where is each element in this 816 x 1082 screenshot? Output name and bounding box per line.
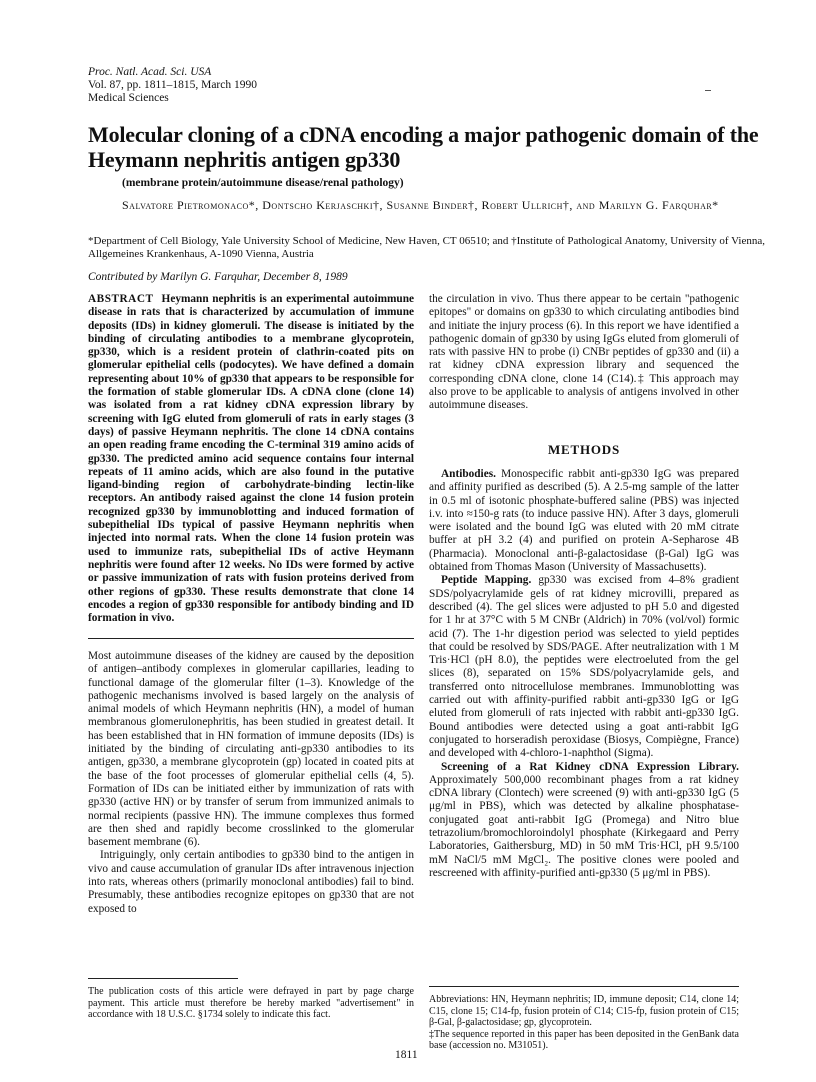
abstract-divider <box>88 638 414 639</box>
methods-screening <box>429 761 739 881</box>
antibodies-label: Antibodies. <box>441 467 496 480</box>
methods-peptide-mapping <box>429 574 739 760</box>
journal-header <box>88 66 257 105</box>
right-column <box>429 293 739 880</box>
sequence-footnote: ‡The sequence reported in this paper has been deposited in the GenBank data base (accession no. M31051). <box>429 1028 739 1051</box>
affiliations: *Department of Cell Biology, Yale University School of Medicine, New Haven, CT 06510; and †Institute of Pathological Anatomy, University of Vienna, Allgemeines Krankenhaus, A-1090 Vienna, Austria <box>88 235 765 260</box>
peptide-text: gp330 was excised from 4–8% gradient SDS/polyacrylamide gels of rat kidney microvilli, prepared as described (4). The gel slices were adjusted to pH 5.0 and digested for 1 hr at 37°C with 5 M CNBr (Aldrich) in 70% (vol/vol) formic acid (7). The 1-hr digestion period was selected to yield peptides that could be resolved by SDS/PAGE. After neutralization with 1 M Tris·HCl (pH 8.0), the peptides were electroeluted from the gel slices (8), separated on 15% SDS/polyacrylamide gels, and transferred onto nitrocellulose membranes. Immunoblotting was carried out with affinity-purified rabbit anti-gp330 IgG or IgG eluted from glomeruli of rats injected with rabbit anti-gp330 IgG. Bound antibodies were detected using a goat anti-rabbit IgG conjugated to horseradish peroxidase (Biosys, Compiègne, France) and developed with 4-chloro-1-naphthol (Sigma). <box>429 574 739 760</box>
antibodies-text: Monospecific rabbit anti-gp330 IgG was prepared and affinity purified as described (5). A 2.5-mg sample of the latter in 0.5 ml of isotonic phosphate-buffered saline (PBS) was injected i.v. into ≈150-g rats (to induce passive HN). After 3 days, glomeruli were isolated and the bound IgG was eluted with 20 mM citrate buffer at pH 3.2 (4) and purified on protein A-Sepharose 4B (Pharmacia). Monoclonal anti-β-galactosidase (β-Gal) IgG was obtained from Thomas Mason (University of Massachusetts). <box>429 467 739 574</box>
intro-paragraph-2: Intriguingly, only certain antibodies to gp330 bind to the antigen in vivo and cause accumulation of granular IDs after intravenous injection into rats, whereas others (primarily monoclonal antibodies) fail to bind. Presumably, these antibodies recognize epitopes on gp330 that are not exposed to <box>88 849 414 915</box>
keywords: (membrane protein/autoimmune disease/renal pathology) <box>122 177 404 189</box>
journal-volume: Vol. 87, pp. 1811–1815, March 1990 <box>88 79 257 91</box>
peptide-label: Peptide Mapping. <box>441 574 532 587</box>
abbrev-divider <box>429 986 739 987</box>
intro-paragraph-1: Most autoimmune diseases of the kidney are caused by the deposition of antigen–antibody complexes in glomerular capillaries, leading to functional damage of the glomerular filter (1–3). Knowledge of the pathogenic mechanisms involved is based largely on the analysis of animal models of which Heymann nephritis (HN), a model of human membranous glomerulonephritis, has been studied in greatest detail. It has been established that in HN formation of immune deposits (IDs) is initiated by the binding of circulating anti-gp330 antibodies to its antigen, gp330, a membrane glycoprotein (gp) located in coated pits at the base of the foot processes of glomerular epithelial cells (4, 5). Formation of IDs can be initiated either by immunization of rats with gp330 (active HN) or by transfer of serum from immunized animals to normal recipients (passive HN). The immune complexes thus formed are then shed and rapidly become crosslinked to the glomerular basement membrane (6). <box>88 650 414 849</box>
contributed-by: Contributed by Marilyn G. Farquhar, December 8, 1989 <box>88 271 348 283</box>
header-mark <box>705 90 711 91</box>
abstract-text: Heymann nephritis is an experimental autoimmune disease in rats that is characterized by accumulation of immune deposits (IDs) in kidney glomeruli. The disease is initiated by the binding of circulating antibodies to a membrane glycoprotein, gp330, which is a resident protein of clathrin-coated pits on glomerular epithelial cells (podocytes). We have defined a domain representing about 10% of gp330 that appears to be responsible for the formation of stable glomerular IDs. A cDNA clone (clone 14) was isolated from a rat kidney cDNA expression library by screening with IgG eluted from glomeruli of rats in early stages (3 days) of passive Heymann nephritis. The clone 14 cDNA contains an open reading frame encoding the C-terminal 319 amino acids of gp330. The predicted amino acid sequence contains four internal repeats of 11 amino acids, which are also found in the putative ligand-binding region of carbohydrate-binding lectin-like receptors. An antibody raised against the clone 14 fusion protein recognized gp330 by immunoblotting and induced formation of subepithelial IDs typical of passive Heymann nephritis when injected into normal rats. When the clone 14 fusion protein was used to immunize rats, subepithelial IDs of active Heymann nephritis were found after 12 weeks. No IDs were formed by active or passive immunization of rats with fusion proteins derived from other regions of gp330. These results demonstrate that clone 14 encodes a region of gp330 responsible for antibody binding and ID formation in vivo. <box>88 293 414 625</box>
methods-antibodies <box>429 468 739 574</box>
publication-footnote: The publication costs of this article were defrayed in part by page charge payment. This article must therefore be hereby marked "advertisement" in accordance with 18 U.S.C. §1734 solely to indicate this fact. <box>88 986 414 1020</box>
abbreviations: Abbreviations: HN, Heymann nephritis; ID, immune deposit; C14, clone 14; C15, clone 15; C14-fp, fusion protein of C14; C15-fp, fusion protein of C15; β-Gal, β-galactosidase; gp, glycoprotein. <box>429 994 739 1028</box>
authors: Salvatore Pietromonaco*, Dontscho Kerjaschki†, Susanne Binder†, Robert Ullrich†, and Marilyn G. Farquhar* <box>122 198 719 212</box>
page-number: 1811 <box>395 1049 418 1061</box>
footnote-divider <box>88 978 238 979</box>
journal-name: Proc. Natl. Acad. Sci. USA <box>88 66 212 78</box>
paper-title: Molecular cloning of a cDNA encoding a major pathogenic domain of the Heymann nephritis antigen gp330 <box>88 122 759 172</box>
screening-text: Approximately 500,000 recombinant phages from a rat kidney cDNA library (Clontech) were screened (9) with anti-gp330 IgG (5 μg/ml in PBS), which was detected by alkaline phosphatase-conjugated goat anti-rabbit IgG (Promega) and Nitro blue tetrazolium/bromochloroindolyl phosphate (Kirkegaard and Perry Laboratories, Gaithersburg, MD) in 50 mM Tris·HCl, pH 9.5/100 mM NaCl/5 mM MgCl₂. The positive clones were pooled and rescreened with affinity-purified anti-gp330 (5 μg/ml in PBS). <box>429 773 739 879</box>
screening-label: Screening of a Rat Kidney cDNA Expression Library. <box>441 760 739 773</box>
intro-paragraph-2-continued: the circulation in vivo. Thus there appear to be certain "pathogenic epitopes" or domains on gp330 to which circulating antibodies bind and initiate the injury process (6). In this report we have identified a pathogenic domain of gp330 by using IgGs eluted from glomeruli of rats with passive HN to probe (i) CNBr peptides of gp330 and (ii) a rat kidney cDNA expression library and sequenced the corresponding cDNA clone, clone 14 (C14).‡ This approach may also prove to be applicable to analysis of antigens involved in other autoimmune diseases. <box>429 293 739 412</box>
abstract <box>88 293 414 625</box>
abbreviations-block <box>429 994 739 1052</box>
abstract-label: ABSTRACT <box>88 293 154 305</box>
introduction <box>88 650 414 916</box>
journal-section: Medical Sciences <box>88 92 169 104</box>
methods-heading: METHODS <box>547 441 621 457</box>
